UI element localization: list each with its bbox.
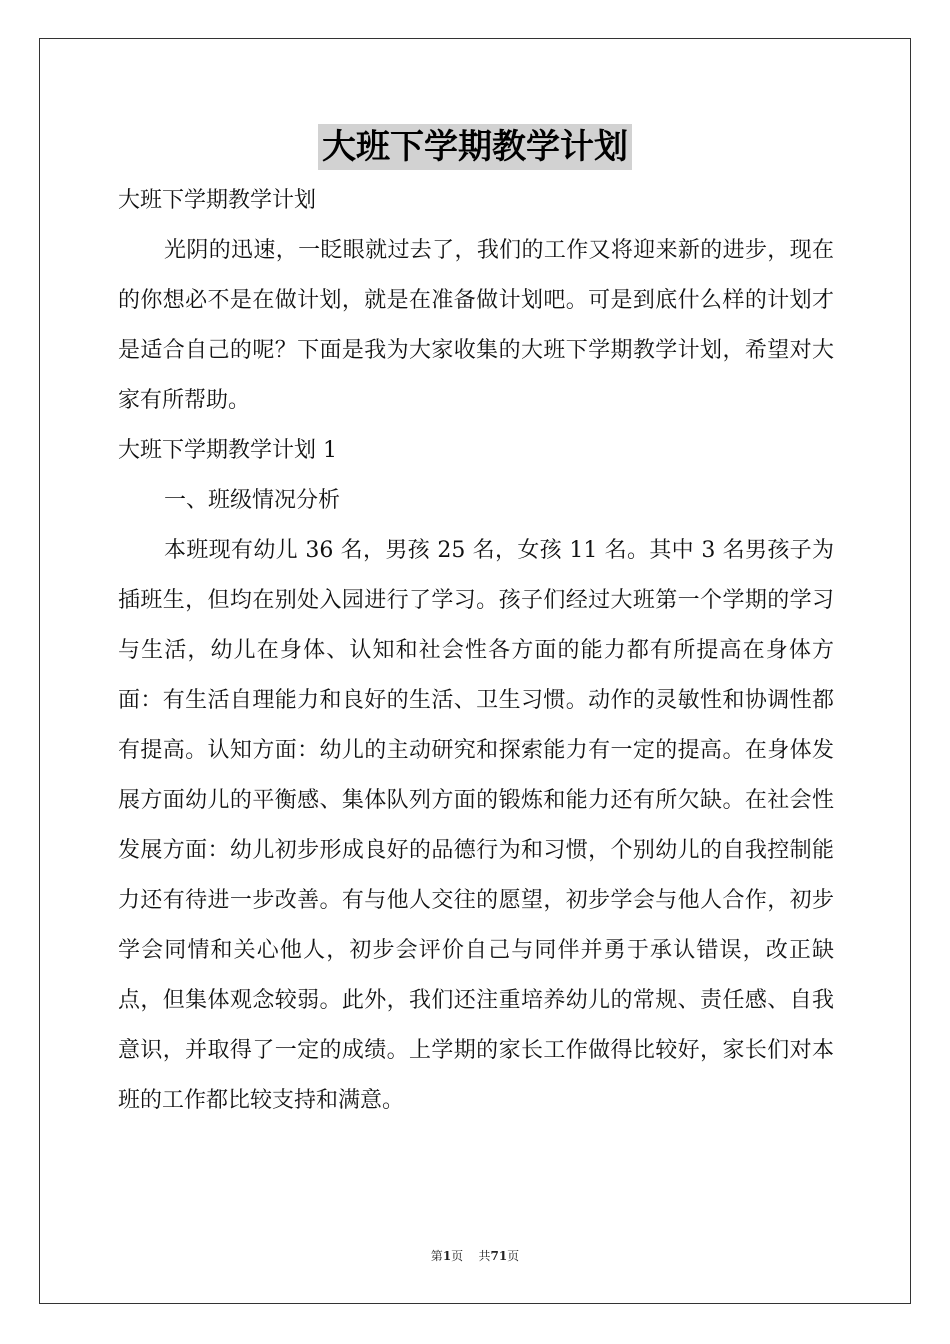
body-paragraph: 本班现有幼儿 36 名，男孩 25 名，女孩 11 名。其中 3 名男孩子为插班生，但均在别处入园进行了学习。孩子们经过大班第一个学期的学习与生活，幼儿在身体、认知和社会性各方面的能力都有所提高在身体方面：有生活自理能力和良好的生活、卫生习惯。动作的灵敏性和协调性都有提高。认知方面：幼儿的主动研究和探索能力有一定的提高。在身体发展方面幼儿的平衡感、集体队列方面的锻炼和能力还有所欠缺。在社会性发展方面：幼儿初步形成良好的品德行为和习惯，个别幼儿的自我控制能力还有待进一步改善。有与他人交往的愿望，初步学会与他人合作，初步学会同情和关心他人，初步会评价自己与同伴并勇于承认错误，改正缺点，但集体观念较弱。此外，我们还注重培养幼儿的常规、责任感、自我意识，并取得了一定的成绩。上学期的家长工作做得比较好，家长们对本班的工作都比较支持和满意。 (118, 538, 834, 1113)
total-prefix: 共 (478, 1249, 491, 1263)
title-container (0, 124, 950, 170)
page-suffix: 页 (451, 1249, 464, 1263)
document-subtitle: 大班下学期教学计划 (118, 188, 317, 213)
page-prefix: 第 (430, 1249, 443, 1263)
document-title: 大班下学期教学计划 (318, 124, 632, 170)
subsection-heading: 一、班级情况分析 (164, 488, 341, 513)
total-suffix: 页 (507, 1249, 520, 1263)
total-pages: 71 (490, 1249, 508, 1263)
section-heading: 大班下学期教学计划 1 (118, 438, 337, 463)
page-number: 1 (442, 1249, 452, 1263)
document-body (118, 176, 834, 1126)
intro-paragraph: 光阴的迅速，一眨眼就过去了，我们的工作又将迎来新的进步，现在的你想必不是在做计划，就是在准备做计划吧。可是到底什么样的计划才是适合自己的呢？下面是我为大家收集的大班下学期教学计划，希望对大家有所帮助。 (118, 238, 834, 413)
page-footer (0, 1246, 950, 1266)
